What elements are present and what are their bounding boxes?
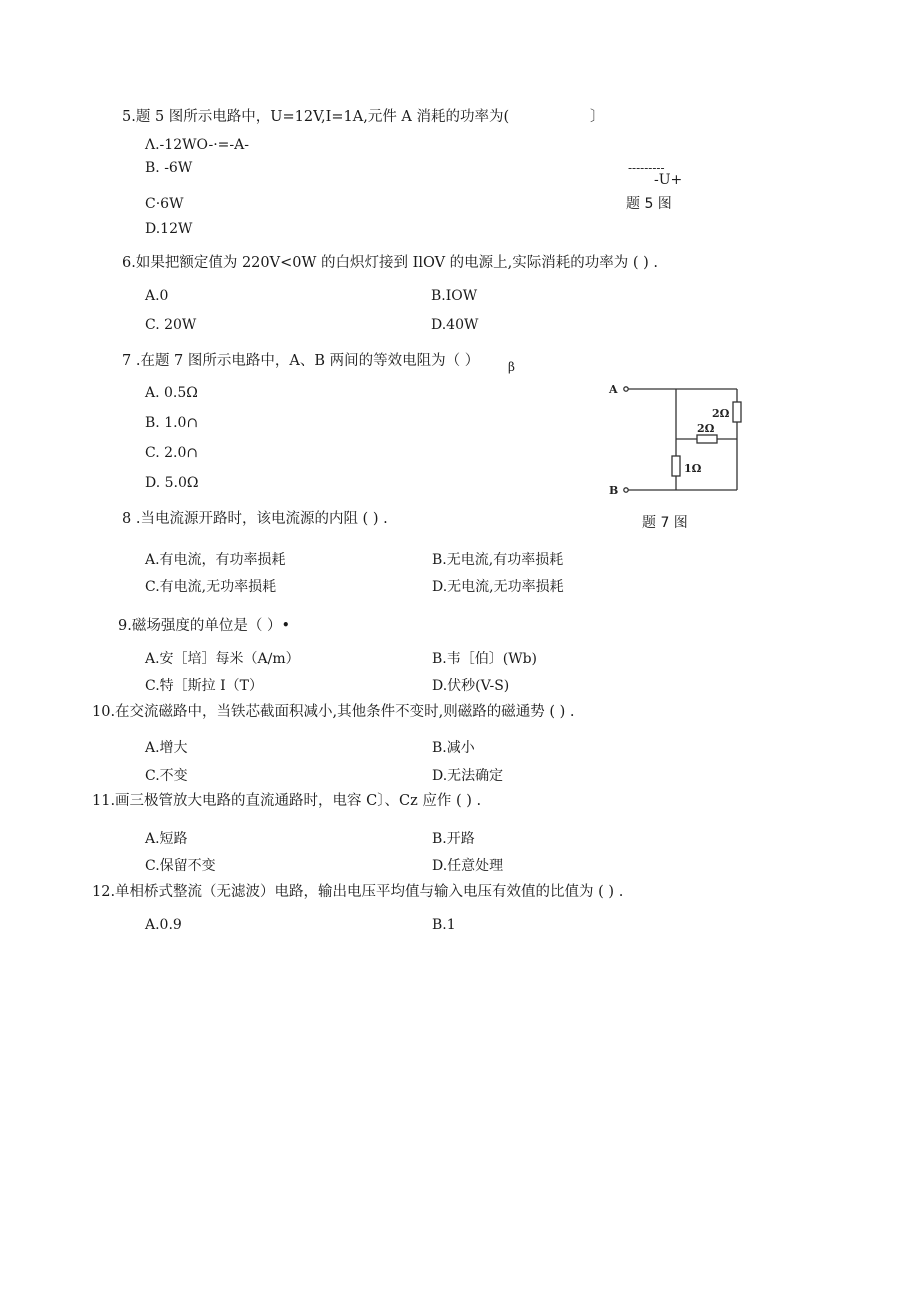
question-5-stem: 5.题 5 图所示电路中，U=12V,I=1A,元件 A 消耗的功率为( [122,109,510,125]
question-7-option-b: B. 1.0∩ [145,415,199,431]
question-10-stem: 10.在交流磁路中，当铁芯截面积减小,其他条件不变时,则磁路的磁通势 ( ) . [92,704,575,720]
resistor-middle-label: 2Ω [697,422,715,435]
question-9-option-d: D.伏秒(V-S) [432,678,510,694]
question-11-option-a: A.短路 [145,831,188,847]
question-12-stem: 12.单相桥式整流（无滤波）电路，输出电压平均值与输入电压有效值的比值为 ( ) . [92,884,624,900]
question-8-option-a: A.有电流，有功率损耗 [145,552,286,568]
question-10-option-a: A.增大 [145,740,188,756]
question-9-stem: 9.磁场强度的单位是（ ）• [118,618,290,634]
question-6-option-a: A.0 [145,288,169,304]
question-12-option-b: B.1 [432,917,456,933]
terminal-a-label: A [609,383,618,396]
question-7-stem-subscript: β [508,360,515,374]
resistor-2ohm-right [733,402,741,422]
question-8-option-d: D.无电流,无功率损耗 [432,579,564,595]
question-8-option-c: C.有电流,无功率损耗 [145,579,277,595]
question-5-figure-voltage-label: -U+ [654,172,683,188]
question-6-option-d: D.40W [431,317,479,333]
question-6-option-b: B.IOW [431,288,478,304]
question-7-figure-caption: 题 7 图 [642,515,688,531]
resistor-2ohm-middle [697,435,717,443]
question-8-stem: 8 .当电流源开路时，该电流源的内阻 ( ) . [122,511,388,527]
question-12-option-a: A.0.9 [145,917,182,933]
question-10-option-c: C.不变 [145,768,188,784]
question-7-circuit-diagram [605,378,750,503]
question-5-bracket: 〕 [590,109,605,125]
question-6-stem: 6.如果把额定值为 220V<0W 的白炽灯接到 IlOV 的电源上,实际消耗的功率为 ( ) . [122,255,659,271]
question-11-option-b: B.开路 [432,831,475,847]
question-11-option-d: D.任意处理 [432,858,504,874]
question-7-stem: 7 .在题 7 图所示电路中，A、B 两间的等效电阻为（ ） [122,353,480,369]
question-10-option-b: B.减小 [432,740,475,756]
question-9-option-a: A.安［培］每米（A∕m） [145,651,300,667]
terminal-a-node [624,387,628,391]
question-5-option-a: Λ.-12WO-·=-A- [145,137,249,153]
resistor-1ohm-label: 1Ω [684,462,702,475]
question-8-option-b: B.无电流,有功率损耗 [432,552,564,568]
question-9-option-c: C.特［斯拉 I（T） [145,678,263,694]
question-11-option-c: C.保留不变 [145,858,216,874]
question-7-option-a: A. 0.5Ω [145,385,198,401]
terminal-b-label: B [609,484,619,497]
resistor-right-label: 2Ω [712,407,730,420]
question-7-option-c: C. 2.0∩ [145,445,199,461]
question-5-figure-caption: 题 5 图 [626,196,672,212]
question-7-option-d: D. 5.0Ω [145,475,199,491]
question-5-option-d: D.12W [145,221,193,237]
question-11-stem: 11.画三极管放大电路的直流通路时，电容 C〕、Cz 应作 ( ) . [92,793,482,809]
question-5-option-b: B. -6W [145,160,193,176]
resistor-1ohm [672,456,680,476]
question-5-option-c: C·6W [145,196,184,212]
terminal-b-node [624,488,628,492]
question-9-option-b: B.韦［伯〕(Wb) [432,651,538,667]
question-10-option-d: D.无法确定 [432,768,504,784]
question-6-option-c: C. 20W [145,317,197,333]
question-5-figure-dash: --------- [628,161,665,175]
